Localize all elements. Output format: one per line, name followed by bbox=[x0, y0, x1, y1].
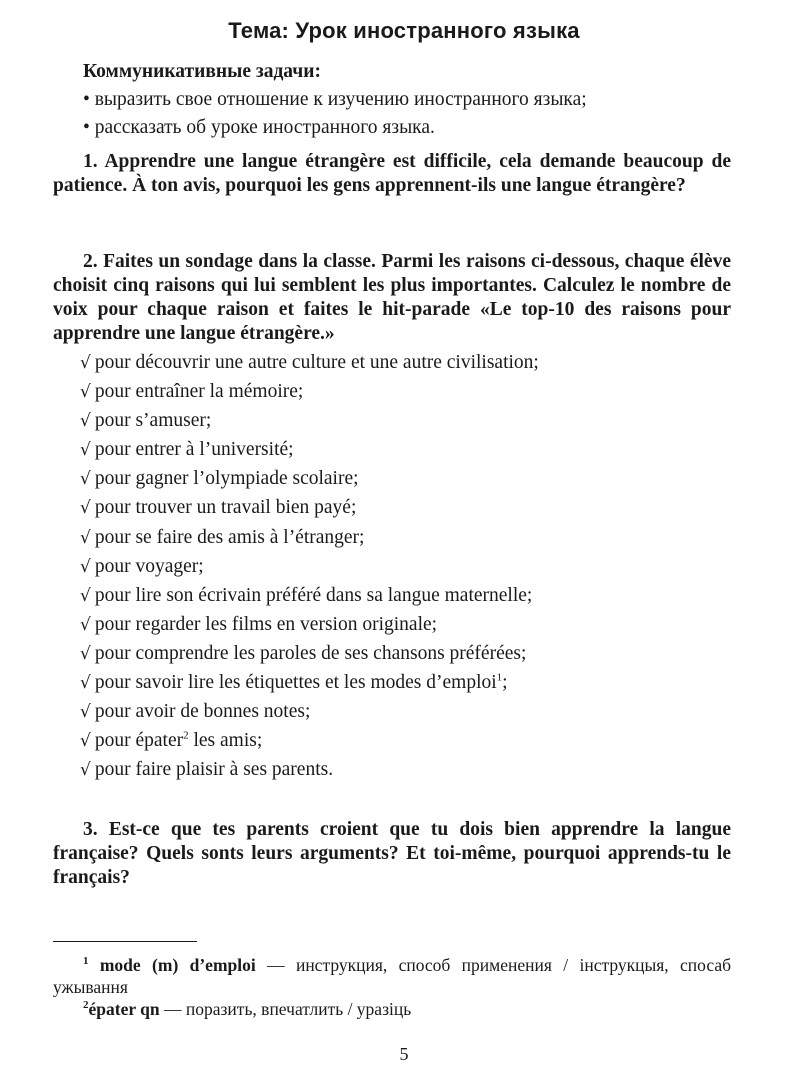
checkmark-icon: √ bbox=[80, 760, 91, 781]
reason-text: pour trouver un travail bien payé; bbox=[94, 497, 357, 519]
checkmark-icon: √ bbox=[80, 673, 91, 694]
checkmark-icon: √ bbox=[80, 353, 91, 373]
reason-text: pour savoir lire les étiquettes et les modes d’emploi bbox=[94, 672, 497, 694]
footnote-divider bbox=[53, 941, 197, 942]
checkmark-icon: √ bbox=[80, 556, 91, 577]
footnote-term: épater qn bbox=[88, 999, 160, 1019]
reason-text: pour se faire des amis à l’étranger; bbox=[94, 526, 365, 548]
checkmark-icon: √ bbox=[80, 382, 91, 403]
reason-text: pour découvrir une autre culture et une autre civilisation; bbox=[94, 352, 539, 373]
reason-text: pour lire son écrivain préféré dans sa langue maternelle; bbox=[94, 584, 533, 606]
checkmark-icon: √ bbox=[80, 585, 91, 606]
reason-item bbox=[80, 726, 760, 755]
footnote-number: 2 bbox=[83, 999, 89, 1012]
reason-text: les amis; bbox=[188, 730, 263, 752]
checkmark-icon: √ bbox=[80, 469, 91, 490]
task-2: 2. Faites un sondage dans la classe. Parmi les raisons ci-dessous, chaque élève choisit cinq raisons qui lui semblent les plus importantes. Calculez le nombre de voix pour chaque raison et faites le hit-parade «Le top-10 des raisons pour apprendre une langue étrangère.» bbox=[53, 251, 731, 344]
reason-item bbox=[80, 668, 760, 697]
reason-item bbox=[80, 464, 760, 493]
reason-text: pour regarder les films en version originale; bbox=[94, 613, 438, 635]
checkmark-icon: √ bbox=[80, 498, 91, 519]
reason-item bbox=[80, 493, 760, 522]
reason-text: pour s’amuser; bbox=[94, 410, 212, 432]
reason-item bbox=[80, 581, 760, 610]
reason-item bbox=[80, 435, 760, 464]
checkmark-icon: √ bbox=[80, 643, 91, 664]
goal-item: • выразить свое отношение к изучению иностранного языка; bbox=[83, 89, 587, 110]
reason-item bbox=[80, 523, 760, 552]
reason-item bbox=[80, 377, 760, 406]
reason-text: pour comprendre les paroles de ses chansons préférées; bbox=[94, 642, 527, 664]
reason-text: pour entrer à l’université; bbox=[94, 439, 294, 461]
reason-item bbox=[80, 406, 760, 435]
reason-text: ; bbox=[502, 672, 508, 694]
reason-text: pour entraîner la mémoire; bbox=[94, 381, 304, 403]
reason-item bbox=[80, 610, 760, 639]
checkmark-icon: √ bbox=[80, 411, 91, 432]
footnote-text: — поразить, впечатлить / уразіць bbox=[159, 999, 412, 1019]
footnote-text: — инструкция, способ применения / інструкцыя, спосаб ужывання bbox=[53, 955, 731, 997]
footnote-term: mode (m) d’emploi bbox=[99, 955, 256, 975]
footnote-number: 1 bbox=[83, 955, 89, 968]
communicative-goals bbox=[83, 58, 763, 142]
checkmark-icon: √ bbox=[80, 731, 91, 752]
reason-item bbox=[80, 755, 760, 784]
reasons-list bbox=[80, 348, 760, 784]
reason-text: pour voyager; bbox=[94, 555, 204, 577]
reason-item bbox=[80, 348, 760, 377]
reason-text: pour épater bbox=[94, 730, 184, 752]
checkmark-icon: √ bbox=[80, 702, 91, 723]
goals-heading: Коммуникативные задачи: bbox=[83, 61, 321, 82]
footnote-1 bbox=[53, 954, 731, 998]
checkmark-icon: √ bbox=[80, 440, 91, 461]
checkmark-icon: √ bbox=[80, 527, 91, 548]
reason-text: pour faire plaisir à ses parents. bbox=[94, 759, 334, 781]
reason-item bbox=[80, 552, 760, 581]
reason-item bbox=[80, 639, 760, 668]
task-1: 1. Apprendre une langue étrangère est difficile, cela demande beaucoup de patience. À ton avis, pourquoi les gens apprennent-ils une langue étrangère? bbox=[53, 151, 731, 196]
checkmark-icon: √ bbox=[80, 614, 91, 635]
page-number: 5 bbox=[399, 1044, 409, 1064]
footnotes bbox=[53, 954, 731, 1020]
page-title: Тема: Урок иностранного языка bbox=[228, 18, 580, 43]
goal-item: • рассказать об уроке иностранного языка. bbox=[83, 117, 435, 138]
reason-text: pour gagner l’olympiade scolaire; bbox=[94, 468, 359, 490]
task-3: 3. Est-ce que tes parents croient que tu dois bien apprendre la langue française? Quels sonts leurs arguments? Et toi-même, pourquoi apprends-tu le français? bbox=[53, 819, 731, 888]
reason-item bbox=[80, 697, 760, 726]
reason-text: pour avoir de bonnes notes; bbox=[94, 701, 311, 723]
footnote-2 bbox=[53, 998, 731, 1020]
footnote-ref: 1 bbox=[496, 671, 503, 684]
footnote-ref: 2 bbox=[183, 729, 189, 742]
